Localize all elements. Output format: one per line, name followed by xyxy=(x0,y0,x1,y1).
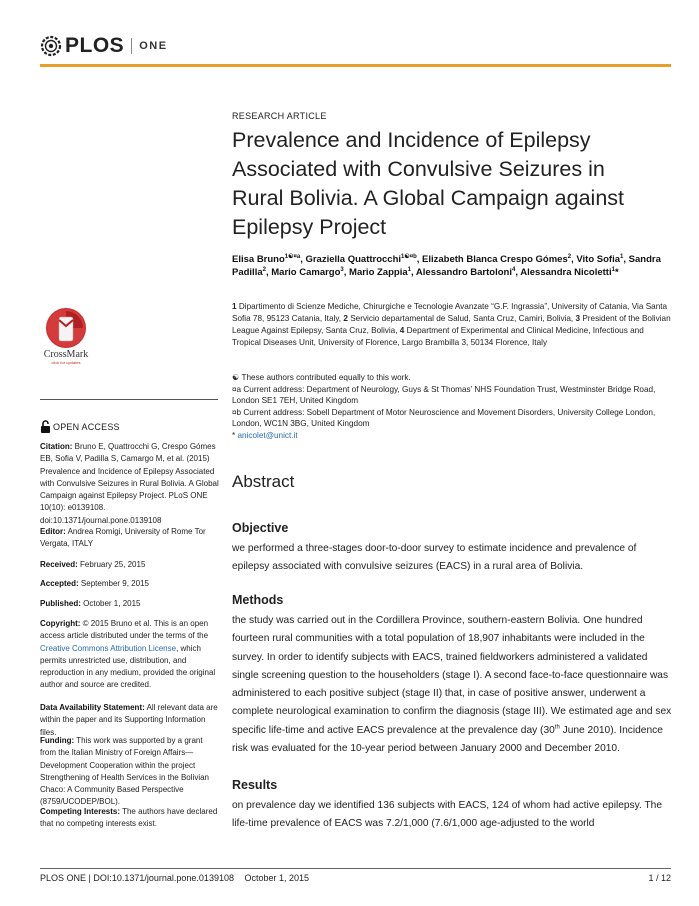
affiliation-number: 2 xyxy=(343,314,351,323)
footer-journal-doi: PLOS ONE | DOI:10.1371/journal.pone.0139108 October 1, 2015 xyxy=(40,873,310,883)
affiliation-text: President of the Bolivian League Against Epilepsy, Santa Cruz, Bolivia, xyxy=(232,314,671,335)
open-access-text: OPEN ACCESS xyxy=(53,421,120,432)
citation-text: Bruno E, Quattrocchi G, Crespo Gómes EB, Sofia V, Padilla S, Camargo M, et al. (2015) Prevalence and Incidence of Epilepsy Associated with Convulsive Seizures in Rural Bolivia. A Global Campaign against Epilepsy Project. PLoS ONE 10(10): e0139108. doi:10.1371/journal.pone.0139108 xyxy=(40,442,219,525)
objective-text: we performed a three-stages door-to-door survey to estimate incidence and prevalence of epilepsy associated with convulsive seizures (EACS) in a rural area of Bolivia. xyxy=(232,543,637,573)
author-affiliation-marker: 1 xyxy=(611,266,615,273)
author-affiliation-marker: 1 xyxy=(407,266,411,273)
affiliation-number: 1 xyxy=(232,302,239,311)
plos-logo-icon xyxy=(40,35,62,57)
article-title: Prevalence and Incidence of Epilepsy Associated with Convulsive Seizures in Rural Bolivia. A Global Campaign against Epilepsy Project xyxy=(232,128,624,239)
competing-text: The authors have declared that no competing interests exist. xyxy=(40,807,218,829)
author-affiliation-marker: 2 xyxy=(567,253,572,260)
license-link[interactable]: Creative Commons Attribution License xyxy=(40,643,177,653)
citation-label: Citation: xyxy=(40,442,73,451)
published-block xyxy=(40,598,220,610)
author-affiliation-marker: 1☯¤a xyxy=(284,253,301,260)
open-lock-icon xyxy=(40,420,51,433)
copyright-label: Copyright: xyxy=(40,619,81,628)
received-date: February 25, 2015 xyxy=(80,560,146,569)
accepted-label: Accepted: xyxy=(40,579,79,588)
affiliation-text: Servicio departamental de Salud, Santa Cruz, Camiri, Bolivia, xyxy=(350,314,576,323)
affiliation-number: 3 xyxy=(575,314,583,323)
crossmark-badge[interactable] xyxy=(40,308,92,365)
copyright-text: © 2015 Bruno et al. This is an open access article distributed under the terms of the xyxy=(40,619,209,641)
author-name: Alessandra Nicoletti xyxy=(520,267,612,278)
author-name: Alessandro Bartoloni xyxy=(415,267,512,278)
editor-text: Andrea Romigi, University of Rome Tor Vergata, ITALY xyxy=(40,527,206,549)
copyright-text-end: , which permits unrestricted use, distribution, and reproduction in any medium, provided the original author and source are credited. xyxy=(40,643,216,690)
equal-contribution-note: ☯ These authors contributed equally to this work. xyxy=(232,373,411,382)
sidebar-rule xyxy=(40,399,218,400)
funding-text: This work was supported by a grant from the Italian Ministry of Foreign Affairs—Development Cooperation within the project Strengthening of Health Services in the Bolivian Chaco: A Community Based Perspective (8759/UCODEP/BOL). xyxy=(40,736,209,807)
page-number: 1 / 12 xyxy=(648,873,671,883)
accepted-block xyxy=(40,578,220,590)
author-name: Elisa Bruno xyxy=(232,254,285,265)
footer-date: October 1, 2015 xyxy=(244,873,310,883)
editor-block xyxy=(40,526,220,551)
author-name: Mario Camargo xyxy=(271,267,341,278)
results-heading: Results xyxy=(232,778,278,792)
article-type: RESEARCH ARTICLE xyxy=(232,111,327,121)
footer-rule xyxy=(40,868,671,869)
author-name: Graziella Quattrocchi xyxy=(305,254,402,265)
citation-block xyxy=(40,441,220,527)
plos-one-logo[interactable] xyxy=(40,32,168,60)
author-affiliation-marker: 2 xyxy=(262,266,266,273)
author-notes xyxy=(232,372,672,442)
corresponding-author: * anicolet@unict.it xyxy=(232,430,298,440)
crossmark-label: CrossMark xyxy=(43,349,89,360)
author-name: Elizabeth Blanca Crespo Gómes xyxy=(422,254,568,265)
affiliation-text: Department of Experimental and Clinical Medicine, Infectious and Tropical Diseases Unit, University of Florence, Largo Brambilla 3, 50134 Florence, Italy xyxy=(232,326,644,347)
funding-label: Funding: xyxy=(40,736,75,745)
accepted-date: September 9, 2015 xyxy=(80,579,149,588)
methods-heading: Methods xyxy=(232,593,284,607)
data-availability-text: All relevant data are within the paper and its Supporting Information files. xyxy=(40,703,218,737)
author-list: Elisa Bruno$^{1☯¤a}$, Graziella Quattrocchi$^{1☯¤b}$, Elizabeth Blanca Crespo Gómes$^2$, Vito Sofia$^1$, Sandra Padilla$^2$, Mario Camargo$^3$, Mario Zappia$^1$, Alessandro Bartoloni$^4$, Alessandra Nicoletti$^1$* xyxy=(232,253,661,278)
crossmark-icon xyxy=(46,308,86,348)
author-affiliation-marker: 1 xyxy=(620,253,624,260)
author-name: Mario Zappia xyxy=(349,267,408,278)
data-availability-block xyxy=(40,702,220,739)
author-name: Sandra Padilla xyxy=(232,254,661,278)
logo-text: PLOS xyxy=(65,34,125,57)
author-affiliation-marker: 4 xyxy=(511,266,516,273)
author-affiliation-marker: 3 xyxy=(340,266,344,273)
header-rule xyxy=(40,64,671,67)
affiliation-number: 4 xyxy=(399,326,407,335)
logo-separator xyxy=(131,38,132,54)
data-availability-label: Data Availability Statement: xyxy=(40,703,145,712)
editor-label: Editor: xyxy=(40,527,66,536)
results-text: on prevalence day we identified 136 subjects with EACS, 124 of whom had active epilepsy. The life-time prevalence of EACS was 7.2/1,000 (7.6/1,000 age-adjusted to the world xyxy=(232,800,663,830)
abstract-heading: Abstract xyxy=(232,472,295,491)
author-affiliation-marker: 1☯¤b xyxy=(401,253,417,260)
journal-name: ONE xyxy=(139,40,168,52)
received-block xyxy=(40,559,220,571)
affiliation-text: Dipartimento di Scienze Mediche, Chirurgiche e Tecnologie Avanzate “G.F. Ingrassia”, University of Catania, Via Santa Sofia 78, 95123 Catania, Italy, xyxy=(232,302,668,323)
affiliations xyxy=(232,301,672,349)
received-label: Received: xyxy=(40,560,78,569)
current-address-b: ¤b Current address: Sobell Department of Motor Neuroscience and Movement Disorders, University College London, London, WC1N 3BG, United Kingdom xyxy=(232,407,656,429)
author-name: Vito Sofia xyxy=(576,254,621,265)
published-date: October 1, 2015 xyxy=(83,599,141,608)
funding-block xyxy=(40,735,220,809)
competing-interests-block xyxy=(40,806,220,831)
objective-heading: Objective xyxy=(232,521,289,535)
crossmark-sub: click for updates xyxy=(51,360,81,365)
open-access-label xyxy=(40,420,120,433)
copyright-block xyxy=(40,618,220,692)
published-label: Published: xyxy=(40,599,81,608)
corresponding-email-link[interactable]: anicolet@unict.it xyxy=(237,430,298,440)
current-address-a: ¤a Current address: Department of Neurology, Guys & St Thomas’ NHS Foundation Trust, Westminster Bridge Road, London SE1 7EH, United Kingdom xyxy=(232,384,656,406)
competing-label: Competing Interests: xyxy=(40,807,121,816)
methods-text: the study was carried out in the Cordillera Province, southern-eastern Bolivia. One hundred fourteen rural communities with a total population of 18,907 inhabitants were included in the survey. In order to identify subjects with EACS, trained fieldworkers administered a validated single screening question to the householders (stage I). A second face-to-face questionnaire was administered to each positive subject (stage II) that, in case of positive answer, underwent a complete neurological examination to confirm the diagnosis (stage III). We estimated age and sex specific life-time and active EACS prevalence at the prevalence day (30th June 2010). Incidence risk was evaluated for the 10-year period between January 2000 and December 2010. xyxy=(232,615,672,755)
